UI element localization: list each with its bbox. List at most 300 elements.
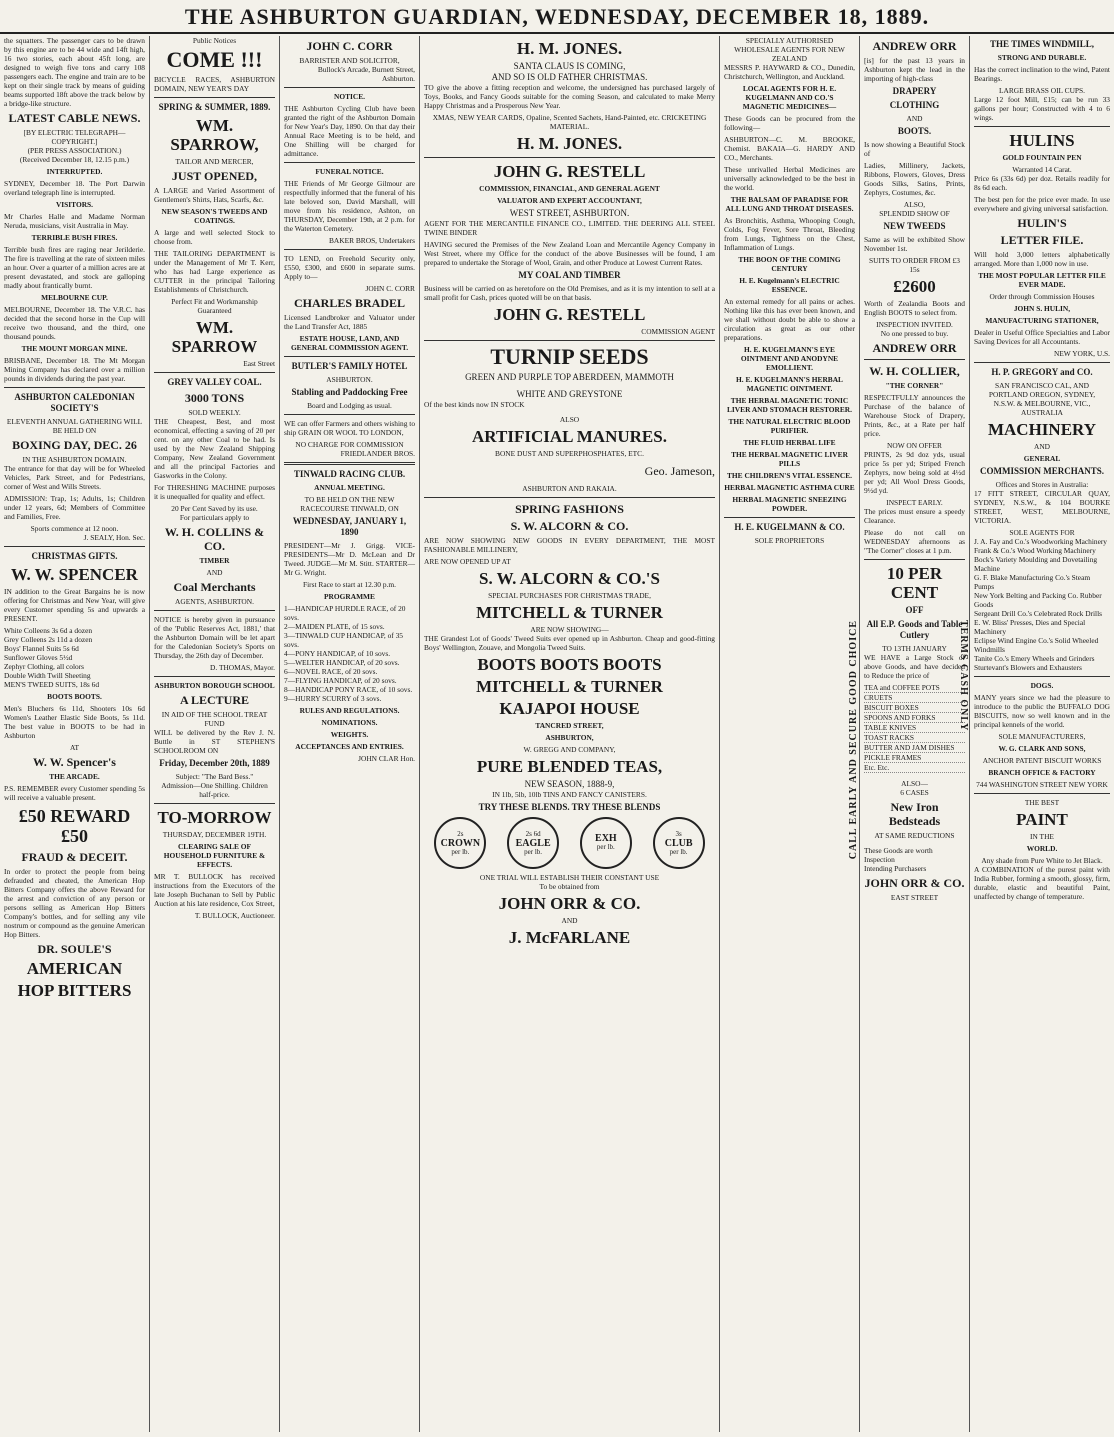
tea-blend-badge — [580, 817, 632, 869]
ad-text: 17 FITT STREET, CIRCULAR QUAY, SYDNEY, N.S.W., & 104 BOURKE STREET, WEST, MELBOURNE, VICTORIA. — [974, 489, 1110, 525]
ad-heading: PROGRAMME — [324, 592, 375, 601]
ad-heading: 10 PER CENT — [886, 564, 943, 602]
ad-text: Intending Purchasers — [864, 864, 927, 873]
list-item: Boys' Flannel Suits 5s 6d — [4, 644, 79, 653]
agent-item: Tanite Co.'s Emery Wheels and Grinders — [974, 654, 1095, 663]
ad-text: 744 WASHINGTON STREET NEW YORK — [976, 780, 1108, 789]
news-body: Mr Charles Halle and Madame Norman Neruda, musicians, visit Australia in May. — [4, 212, 145, 230]
ad-heading: FRAUD & DECEIT. — [21, 850, 128, 864]
ad-heading: BOOTS BOOTS. — [47, 692, 102, 701]
ad-text: TO 13TH JANUARY — [882, 644, 947, 653]
ad-heading: THE CHILDREN'S VITAL ESSENCE. — [727, 471, 852, 480]
ad-text: SOLD WEEKLY. — [188, 408, 241, 417]
ad-heading: CLOTHING — [889, 100, 940, 110]
race-list — [284, 604, 415, 703]
ad-text: Offices and Stores in Australia: — [995, 480, 1089, 489]
ad-text: To be obtained from — [539, 882, 600, 891]
ad-heading: BOOTS. — [897, 126, 932, 136]
divider — [154, 610, 275, 611]
tea-price: 2s — [457, 829, 464, 838]
ad-text: Is now showing a Beautiful Stock of — [864, 140, 965, 158]
ad-heading: A LECTURE — [179, 693, 250, 707]
ad-text: 6 CASES — [900, 788, 929, 797]
ad-text: Same as will be exhibited Show November 1st. — [864, 235, 965, 253]
ad-text: No one pressed to buy. — [880, 329, 949, 338]
ad-heading: Friday, December 20th, 1889 — [159, 758, 270, 768]
column-4 — [420, 36, 720, 1432]
ad-heading: W. G. CLARK AND SONS, — [998, 744, 1086, 753]
ad-text: P.S. REMEMBER every Customer spending 5s will receive a valuable present. — [4, 784, 145, 802]
ad-heading: BOXING DAY, DEC. 26 — [12, 438, 137, 452]
ad-text: N.S.W. & MELBOURNE, VIC., — [993, 399, 1091, 408]
agent-item: E. W. Bliss' Presses, Dies and Special Machinery — [974, 618, 1086, 636]
ad-text: The entrance for that day will be for Wheeled Vehicles, Park Street, and for Pedestrians, corner of West and Wills Streets. — [4, 464, 145, 491]
divider — [154, 803, 275, 804]
list-item: Zephyr Clothing, all colors — [4, 662, 85, 671]
divider — [284, 87, 415, 88]
tea-blends — [424, 817, 715, 869]
ad-text: AT SAME REDUCTIONS — [874, 831, 955, 840]
list-item: Double Width Twill Sheeting — [4, 671, 91, 680]
ad-heading: W. W. SPENCER — [11, 565, 138, 584]
ad-heading: OFF — [905, 605, 924, 615]
divider — [864, 559, 965, 560]
divider — [284, 162, 415, 163]
ad-heading: THE FLUID HERBAL LIFE — [743, 438, 836, 447]
ad-heading: THE BALSAM OF PARADISE FOR ALL LUNG AND THROAT DISEASES. — [725, 195, 854, 213]
ad-text: AGENTS, ASHBURTON. — [175, 597, 254, 606]
signature: T. BULLOCK, Auctioneer. — [194, 911, 275, 920]
ad-text: WE can offer Farmers and others wishing to ship GRAIN OR WOOL TO LONDON, — [284, 419, 416, 437]
ad-heading: TIMBER — [199, 556, 230, 565]
ad-heading: Stabling and Paddocking Free — [291, 387, 408, 397]
ad-text: SOLE PROPRIETORS — [754, 536, 825, 545]
ad-text: SPECIALLY AUTHORISED WHOLESALE AGENTS FOR NEW ZEALAND — [734, 36, 845, 63]
race-item: 4—PONY HANDICAP, of 10 sovs. — [284, 649, 391, 658]
divider — [154, 372, 275, 373]
vertical-slogan: TERMS CASH ONLY — [958, 620, 969, 732]
cable-assoc: (PER PRESS ASSOCIATION.) — [27, 146, 122, 155]
ad-heading: W. W. Spencer's — [33, 755, 116, 769]
race-item: 3—TINWALD CUP HANDICAP, of 35 sovs. — [284, 631, 403, 649]
tea-unit: per lb. — [524, 847, 543, 856]
ad-heading: H. M. JONES. — [516, 134, 623, 153]
ad-text: Men's Bluchers 6s 11d, Shooters 10s 6d Women's Leather Elastic Side Boots, 5s 11d. The best value in BOOTS to be had in Ashburton — [4, 704, 145, 740]
ad-text: W. GREGG AND COMPANY, — [523, 745, 616, 754]
ad-text: COMMISSION AGENT — [641, 327, 715, 336]
ad-heading: Coal Merchants — [173, 580, 256, 594]
tea-blend-badge — [434, 817, 486, 869]
divider — [974, 362, 1110, 363]
ad-text: INSPECTION INVITED. — [876, 320, 953, 329]
ad-text: SOLE AGENTS FOR — [1009, 528, 1075, 537]
ad-heading: GENERAL — [1023, 454, 1061, 463]
ad-text: SUITS TO ORDER FROM £3 15s — [869, 256, 960, 274]
ad-text: ARE NOW SHOWING NEW GOODS IN EVERY DEPARTMENT, THE MOST FASHIONABLE MILLINERY, — [424, 536, 715, 554]
list-item: Grey Colleens 2s 11d a dozen — [4, 635, 93, 644]
list-item: Sunflower Gloves 5½d — [4, 653, 73, 662]
goods-item: TABLE KNIVES — [864, 723, 965, 733]
ad-heading: TINWALD RACING CLUB. — [293, 469, 406, 479]
column-1 — [0, 36, 150, 1432]
ad-text: WILL be delivered by the Rev J. N. Buttle in ST STEPHEN'S SCHOOLROOM ON — [154, 728, 275, 755]
ad-text: Will hold 3,000 letters alphabetically arranged. More than 1,000 now in use. — [974, 250, 1110, 268]
ad-heading: "THE CORNER" — [885, 381, 944, 390]
ad-heading: 3000 TONS — [184, 391, 245, 405]
agent-item: Bock's Variety Moulding and Dovetailing Machine — [974, 555, 1098, 573]
ad-text: MR T. BULLOCK has received instructions from the Executors of the late Joseph Buchanan to Sell by Public Auction at his late residence, Cox Street, — [154, 872, 275, 908]
ad-text: NOTICE is hereby given in pursuance of the 'Public Reserves Act, 1881,' that the Ashburton Domain will be let apart for the Caledonian Society's Sports on Thursday, the 26th day of December. — [154, 615, 275, 660]
ad-text: ELEVENTH ANNUAL GATHERING WILL BE HELD ON — [6, 417, 143, 435]
ad-text: AND — [906, 114, 923, 123]
ad-text: Business will be carried on as heretofore on the Old Premises, and as it is my intention to sell at a small profit for Cash, prices quoted will be on that basis. — [424, 284, 715, 302]
ad-heading: COME !!! — [166, 47, 263, 72]
ad-text: ADMISSION: Trap, 1s; Adults, 1s; Children under 12 years, 6d; Members of Committee and Families, Free. — [4, 494, 145, 521]
ad-text: XMAS, NEW YEAR CARDS, Opaline, Scented Sachets, Hand-Painted, etc. CRICKETING MATERIAL. — [432, 113, 707, 131]
ad-text: The best pen for the price ever made. In use everywhere and giving universal satisfaction. — [974, 195, 1110, 213]
ad-heading: THE HERBAL MAGNETIC TONIC LIVER AND STOMACH RESTORER. — [727, 396, 852, 414]
tea-blend-badge — [653, 817, 705, 869]
divider — [974, 676, 1110, 677]
ad-text: TO BE HELD ON THE NEW RACECOURSE TINWALD, ON — [300, 495, 399, 513]
ad-heading: CHARLES BRADEL — [293, 296, 406, 310]
ad-text: These Goods can be procured from the following— — [724, 114, 855, 132]
ad-heading: H. P. GREGORY and CO. — [991, 367, 1093, 377]
ad-text: TO give the above a fitting reception and welcome, the undersigned has purchased largely of Toys, Books, and Fancy Goods suitable for the coming Season, and calculated to make Merry Happy Christmas and a Prosperous New Year. — [424, 83, 715, 110]
goods-item: TEA and COFFEE POTS — [864, 683, 965, 693]
ad-heading: NEW SEASON'S TWEEDS AND COATINGS. — [161, 207, 268, 225]
signature: FRIEDLANDER BROS. — [340, 449, 415, 458]
agent-item: J. A. Fay and Co.'s Woodworking Machinery — [974, 537, 1108, 546]
ad-text: [is] for the past 13 years in Ashburton kept the lead in the importing of high-class — [864, 56, 965, 83]
signature: BAKER BROS, Undertakers — [328, 236, 415, 245]
ad-text: Sports commence at 12 noon. — [30, 524, 119, 533]
divider — [284, 414, 415, 415]
news-body: BRISBANE, December 18. The Mt Morgan Mining Company has declared over a million pounds in dividends during the past year. — [4, 356, 145, 383]
ad-text: ASHBURTON—C. M. BROOKE, Chemist. BAKAIA—G. HARDY AND CO., Merchants. — [724, 135, 855, 162]
ad-heading: H. E. KUGELMANN'S EYE OINTMENT AND ANODYNE EMOLLIENT. — [740, 345, 839, 372]
list-item: MEN'S TWEED SUITS, 18s 6d — [4, 680, 100, 689]
ad-text: As Bronchitis, Asthma, Whooping Cough, Colds, Fog Fever, Sore Throat, Bleeding from Lungs, Tightness on the Chest, Inflammation of Lungs. — [724, 216, 855, 252]
ad-heading: H. E. KUGELMANN & CO. — [734, 522, 845, 532]
race-item: 9—HURRY SCURRY of 3 sovs. — [284, 694, 382, 703]
ad-text: MANY years since we had the pleasure to introduce to the public the BUFFALO DOG BISCUITS, now so well known and in the principal kennels of the world. — [974, 693, 1110, 729]
ad-heading: JOHN G. RESTELL — [493, 162, 646, 181]
ad-heading: JOHN ORR & CO. — [498, 894, 641, 913]
ad-heading: ANNUAL MEETING. — [314, 483, 385, 492]
goods-item: TOAST RACKS — [864, 733, 965, 743]
ad-text: ARE NOW SHOWING— — [530, 625, 609, 634]
ad-text: NOW ON OFFER — [887, 441, 942, 450]
ad-text: IN AID OF THE SCHOOL TREAT FUND — [161, 710, 268, 728]
divider — [424, 340, 715, 341]
ad-heading: ASHBURTON BOROUGH SCHOOL — [154, 681, 275, 690]
ad-heading: NOTICE. — [333, 92, 365, 101]
goods-list — [864, 683, 965, 773]
item-list — [4, 626, 145, 689]
ad-text: WHITE AND GREYSTONE — [516, 389, 623, 399]
ad-heading: SPRING & SUMMER, 1889. — [158, 102, 271, 112]
tea-name: EXH — [595, 833, 617, 844]
ad-heading: STRONG AND DURABLE. — [997, 53, 1087, 62]
race-item: 2—MAIDEN PLATE, of 15 sovs. — [284, 622, 385, 631]
agents-list — [974, 537, 1110, 672]
ad-heading: MANUFACTURING STATIONER, — [985, 316, 1099, 325]
cable-received: (Received December 18, 12.15 p.m.) — [19, 155, 130, 164]
signature: JOHN CLAR Hon. — [358, 754, 415, 763]
ad-text: THE Friends of Mr George Gilmour are respectfully informed that the funeral of his late beloved son, David Marshall, will move from his residence, Ashton, on THURSDAY, December 19th, at 2 p.m. for the Waterton Cemetery. — [284, 179, 415, 233]
ad-heading: COMMISSION MERCHANTS. — [979, 466, 1104, 476]
ad-heading: J. McFARLANE — [508, 928, 631, 947]
ad-heading: JOHN S. HULIN, — [1013, 304, 1071, 313]
divider — [424, 497, 715, 498]
ad-text: TO LEND, on Freehold Security only, £550, £300, and £600 in separate sums. Apply to— — [284, 254, 415, 281]
goods-item: BUTTER AND JAM DISHES — [864, 743, 965, 753]
ad-heading: MY COAL AND TIMBER — [518, 270, 621, 280]
agent-item: Eclipse Wind Engine Co.'s Solid Wheeled Windmills — [974, 636, 1099, 654]
agent-item: Frank & Co.'s Wood Working Machinery — [974, 546, 1096, 555]
tea-name: CROWN — [440, 837, 481, 849]
news-heading: MELBOURNE CUP. — [41, 293, 108, 302]
ad-text: A LARGE and Varied Assortment of Gentlemen's Shirts, Hats, Scarfs, &c. — [154, 186, 275, 204]
column-2 — [150, 36, 280, 1432]
ad-text: THE TAILORING DEPARTMENT is under the Management of Mr T. Kerr, who has had Large experience as CUTTER in the principal Tailoring Establishments of Christchurch. — [154, 249, 275, 294]
ad-heading: ARTIFICIAL MANURES. — [472, 427, 667, 446]
ad-text: Any shade from Pure White to Jet Black. — [981, 856, 1103, 865]
ad-text: ALSO— — [901, 779, 928, 788]
race-item: 6—NOVEL RACE, of 20 sovs. — [284, 667, 378, 676]
intro-text: the squatters. The passenger cars to be drawn by this engine are to be 44 wide and 14ft high, 16 two stories, each about 45ft long, are designed to weigh five tons and carry 108 passengers each. The engine and train are to be kept on their single track by means of guiding beams supported 18ft above the track below by a bridge-like structure. — [4, 36, 145, 108]
ad-heading: DRAPERY — [892, 86, 937, 96]
ad-text: Of the best kinds now IN STOCK — [424, 400, 525, 409]
ad-text: ONE TRIAL WILL ESTABLISH THEIR CONSTANT USE — [479, 873, 660, 882]
news-body: Terrible bush fires are raging near Jerilderie. The fire is travelling at the rate of sixteen miles an hour. Over a quarter of a million acres are at present devastated, and stock are galloping madly about frantically burnt. — [4, 245, 145, 290]
ad-heading: MACHINERY — [987, 420, 1096, 439]
ad-heading: S. W. ALCORN & CO.'S — [479, 569, 660, 588]
ad-heading: NEW TWEEDS — [883, 221, 946, 231]
ad-text: Admission—One Shilling. Children half-price. — [161, 781, 268, 799]
goods-item: Etc. Etc. — [864, 763, 965, 773]
ad-text: Dealer in Useful Office Specialties and Labor Saving Devices for all Accountants. — [974, 328, 1110, 346]
ad-text: ASHBURTON. — [326, 375, 373, 384]
ad-heading: DR. SOULE'S — [37, 942, 112, 956]
ad-heading: ESTATE HOUSE, LAND, AND GENERAL COMMISSION AGENT. — [290, 334, 409, 352]
ad-heading: TRY THESE BLENDS. TRY THESE BLENDS — [478, 802, 661, 812]
divider — [724, 517, 855, 518]
ad-text: INSPECT EARLY. — [886, 498, 943, 507]
ad-heading: DOGS. — [1030, 681, 1054, 690]
ad-heading: LETTER FILE. — [1000, 233, 1084, 247]
ad-text: IN THE — [1030, 832, 1054, 841]
reward-banner: £50 REWARD £50 — [18, 806, 131, 846]
race-item: 1—HANDICAP HURDLE RACE, of 20 sovs. — [284, 604, 406, 622]
tea-unit: per lb. — [451, 847, 470, 856]
ad-heading: GREY VALLEY COAL. — [167, 377, 262, 387]
news-body: SYDNEY, December 18. The Port Darwin overland telegraph line is interrupted. — [4, 179, 145, 197]
ad-text: SAN FRANCISCO CAL, AND — [994, 381, 1090, 390]
ad-heading: THE BOON OF THE COMING CENTURY — [738, 255, 841, 273]
ad-heading: VALUATOR AND EXPERT ACCOUNTANT, — [497, 196, 642, 205]
ad-text: PRESIDENT—Mr J. Grigg. VICE-PRESIDENTS—Mr D. McLean and Dr Tweed. JUDGE—Mr M. Stitt. STARTER—Mr G. Wright. — [284, 541, 415, 577]
goods-item: BISCUIT BOXES — [864, 703, 965, 713]
ad-heading: BRANCH OFFICE & FACTORY — [988, 768, 1096, 777]
ad-text: SPLENDID SHOW OF — [879, 209, 950, 218]
ad-text: ALSO — [559, 415, 580, 424]
ad-text: AUSTRALIA — [1021, 408, 1063, 417]
ad-heading: ANDREW ORR — [872, 39, 957, 53]
ad-heading: JUST OPENED, — [171, 169, 258, 183]
ad-text: These Goods are worth Inspection — [864, 846, 933, 864]
news-heading: THE MOUNT MORGAN MINE. — [21, 344, 128, 353]
ad-text: THE BEST — [1024, 798, 1060, 807]
ad-text: ASHBURTON AND RAKAIA. — [522, 484, 617, 493]
agent-item: Sturtevant's Blowers and Exhausters — [974, 663, 1082, 672]
race-item: 7—FLYING HANDICAP, of 20 sovs. — [284, 676, 397, 685]
ad-heading: PURE BLENDED TEAS, — [476, 757, 663, 776]
ad-text: AND — [561, 916, 578, 925]
ad-heading: THE ARCADE. — [49, 772, 100, 781]
column-5 — [720, 36, 860, 1432]
ad-heading: HOP BITTERS — [17, 981, 132, 1000]
ad-text: WE HAVE a Large Stock of above Goods, and have decided to Reduce the price of — [864, 653, 965, 680]
ad-heading: RULES AND REGULATIONS. — [299, 706, 400, 715]
ad-text: AND — [1033, 442, 1050, 451]
tea-unit: per lb. — [596, 843, 615, 851]
ad-text: BONE DUST AND SUPERPHOSPHATES, ETC. — [495, 449, 644, 458]
ad-heading: CHRISTMAS GIFTS. — [31, 551, 118, 561]
ad-text: BICYCLE RACES, ASHBURTON DOMAIN, NEW YEAR'S DAY — [154, 75, 275, 93]
ad-heading: CLEARING SALE OF HOUSEHOLD FURNITURE & EFFECTS. — [163, 842, 266, 869]
ad-text: PORTLAND OREGON, SYDNEY, — [988, 390, 1096, 399]
ad-heading: WEDNESDAY, JANUARY 1, 1890 — [292, 516, 407, 537]
goods-item: PICKLE FRAMES — [864, 753, 965, 763]
ad-text: SOLE MANUFACTURERS, — [998, 732, 1086, 741]
ad-text: The prices must ensure a speedy Clearance. — [864, 507, 965, 525]
ad-text: THE Cheapest, Best, and most economical, effecting a saving of 20 per cent. on any other Coal to be had. Is used by the New Zealand Shipping Company, New Zealand Government and all the principal Factories and Gasworks in the Colony. — [154, 417, 275, 480]
race-item: 8—HANDICAP PONY RACE, of 10 sovs. — [284, 685, 413, 694]
tea-name: EAGLE — [515, 837, 551, 849]
ad-heading: BOOTS BOOTS BOOTS — [477, 655, 662, 674]
ad-heading: NOMINATIONS. — [321, 718, 378, 727]
ad-text: WEST STREET, ASHBURTON. — [509, 208, 630, 218]
ad-heading: BUTLER'S FAMILY HOTEL — [291, 361, 408, 371]
divider — [864, 359, 965, 360]
cable-sub: [BY ELECTRIC TELEGRAPH—COPYRIGHT.] — [23, 128, 126, 146]
divider — [974, 793, 1110, 794]
ad-text: ALSO, — [903, 200, 926, 209]
ad-text: NEW SEASON, 1888-9, — [524, 779, 615, 789]
agent-item: G. F. Blake Manufacturing Co.'s Steam Pumps — [974, 573, 1091, 591]
ad-text: A COMBINATION of the purest paint with India Rubber, forming a smooth, glossy, firm, durable, elastic and beautiful Paint, unaffected by change of temperature. — [974, 865, 1110, 901]
tea-name: CLUB — [664, 837, 693, 849]
ad-text: IN THE ASHBURTON DOMAIN. — [22, 455, 127, 464]
ad-text: For particulars apply to — [179, 513, 250, 522]
ad-text: Worth of Zealandia Boots and English BOOTS to select from. — [864, 299, 965, 317]
ad-text: TAILOR AND MERCER, — [175, 157, 254, 166]
ad-heading: ACCEPTANCES AND ENTRIES. — [295, 742, 404, 751]
divider — [284, 356, 415, 357]
goods-item: SPOONS AND FORKS — [864, 713, 965, 723]
ad-text: Ladies, Millinery, Jackets, Ribbons, Flowers, Gloves, Dress Goods Silks, Satins, Prints, Zephyrs, Costumes, &c. — [864, 161, 965, 197]
ad-text: BARRISTER AND SOLICITOR, — [299, 56, 400, 65]
ad-text: Subject: "The Bard Bess." — [175, 772, 254, 781]
ad-text: SPECIAL PURCHASES FOR CHRISTMAS TRADE, — [488, 591, 651, 600]
ad-text: Perfect Fit and Workmanship Guaranteed — [171, 297, 258, 315]
ad-text: SANTA CLAUS IS COMING, — [513, 61, 626, 71]
agent-item: New York Belting and Packing Co. Rubber Goods — [974, 591, 1102, 609]
ad-heading: JOHN ORR & CO. — [864, 876, 965, 890]
ad-heading: THE MOST POPULAR LETTER FILE EVER MADE. — [978, 271, 1106, 289]
ad-text: 20 Per Cent Saved by its use. — [171, 504, 258, 513]
tea-blend-badge — [507, 817, 559, 869]
ad-heading: All E.P. Goods and Table Cutlery — [866, 619, 963, 640]
ad-text: These unrivalled Herbal Medicines are universally acknowledged to be the best in the world. — [724, 165, 855, 192]
ad-heading: FUNERAL NOTICE. — [315, 167, 384, 176]
divider — [284, 249, 415, 250]
ad-text: AND — [206, 568, 223, 577]
ad-text: LARGE BRASS OIL CUPS. — [999, 86, 1085, 95]
ad-heading: THE TIMES WINDMILL, — [990, 39, 1094, 49]
column-6 — [860, 36, 970, 1432]
ad-text: Licensed Landbroker and Valuator under the Land Transfer Act, 1885 — [284, 313, 415, 331]
ad-heading: HERBAL MAGNETIC ASTHMA CURE — [724, 483, 855, 492]
ad-text: MESSRS P. HAYWARD & CO., Dunedin, Christchurch, Wellington, and Auckland. — [724, 63, 855, 81]
tea-unit: per lb. — [669, 847, 688, 856]
ad-heading: JOHN G. RESTELL — [493, 305, 646, 324]
tea-price: 3s — [675, 829, 682, 838]
ad-heading: AMERICAN — [26, 959, 123, 978]
ad-text: AGENT FOR THE MERCANTILE FINANCE CO., LIMITED. THE DEERING ALL STEEL TWINE BINDER — [424, 219, 715, 237]
ad-text: GREEN AND PURPLE TOP ABERDEEN, MAMMOTH — [465, 372, 674, 382]
column-3 — [280, 36, 420, 1432]
ad-heading: LOCAL AGENTS FOR H. E. KUGELMANN AND CO.'S MAGNETIC MEDICINES— — [742, 84, 837, 111]
ad-text: A large and well selected Stock to choose from. — [154, 228, 275, 246]
ad-text: NEW YORK, U.S. — [1053, 349, 1110, 358]
ad-text: IN addition to the Great Bargains he is now offering for Christmas and New Year, will give every Customer spending 5s and upwards a PRESENT. — [4, 587, 145, 623]
ad-heading: MITCHELL & TURNER — [476, 677, 663, 696]
ad-text: THE Grandest Lot of Goods' Tweed Suits ever opened up in Ashburton. Cheap and good-fitting Boys' Wellington, Zouave, and Mongolia Tweed Suits. — [424, 634, 715, 652]
divider — [4, 387, 145, 388]
divider — [154, 97, 275, 98]
cable-title: LATEST CABLE NEWS. — [8, 111, 141, 125]
ad-heading: S. W. ALCORN & CO. — [510, 519, 629, 533]
ad-heading: ANDREW ORR — [872, 341, 957, 355]
ad-heading: ASHBURTON CALEDONIAN SOCIETY'S — [14, 392, 135, 413]
ad-heading: THE NATURAL ELECTRIC BLOOD PURIFIER. — [728, 417, 851, 435]
masthead: THE ASHBURTON GUARDIAN, WEDNESDAY, DECEMBER 18, 1889. — [0, 4, 1114, 34]
ad-text: ARE NOW OPENED UP AT — [424, 557, 511, 566]
ad-text: Price 6s (33s 6d) per doz. Retails readily for 8s 6d each. — [974, 174, 1110, 192]
ad-text: In order to protect the people from being defrauded and cheated, the American Hop Bitters Company offers the above Reward for the arrest and conviction of any person or persons selling as American Hop Bitters Company's bottles, and for selling any vile nostrum or compound as the genuine American Hop Bitters. — [4, 867, 145, 939]
ad-text: PRINTS, 2s 9d doz yds, usual price 5s per yd; Striped French Zephyrs, now being sold at 4½d per yd; All Wool Dress Goods, 9½d yd. — [864, 450, 965, 495]
ad-text: Order through Commission Houses — [989, 292, 1095, 301]
ad-text: RESPECTFULLY announces the Purchase of the balance of Warehouse Stock of Drapery, Prints, &c., at a Rate per half price. — [864, 393, 965, 438]
news-heading: TERRIBLE BUSH FIRES. — [31, 233, 118, 242]
ad-text: AND SO IS OLD FATHER CHRISTMAS. — [491, 72, 648, 82]
ad-heading: THE HERBAL MAGNETIC LIVER PILLS — [731, 450, 848, 468]
tea-price: 2s 6d — [525, 829, 541, 838]
ad-heading: WORLD. — [1026, 844, 1058, 853]
ad-heading: TO-MORROW — [157, 808, 272, 827]
ad-heading: ASHBURTON, — [545, 733, 594, 742]
ad-heading: H. E. KUGELMANN'S HERBAL MAGNETIC OINTMENT. — [736, 375, 843, 393]
ad-text: Warranted 14 Carat. — [1012, 165, 1072, 174]
ad-heading: MITCHELL & TURNER — [476, 603, 663, 622]
news-heading: VISITORS. — [55, 200, 94, 209]
divider — [284, 462, 415, 465]
ad-heading: WM. SPARROW — [171, 318, 258, 356]
ad-heading: COMMISSION, FINANCIAL, AND GENERAL AGENT — [479, 184, 660, 193]
